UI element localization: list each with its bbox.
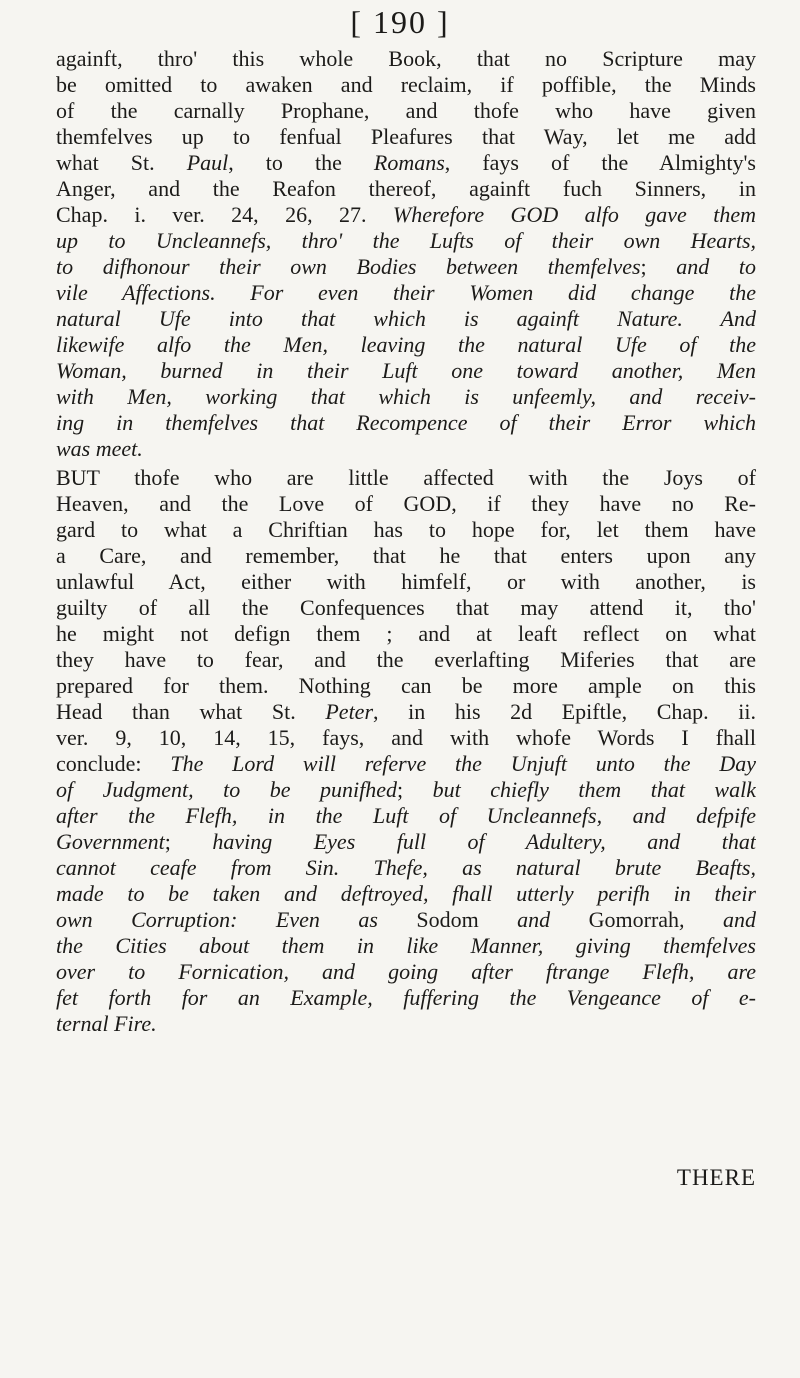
text-line [56, 673, 756, 699]
text-line [56, 647, 756, 673]
text-line [56, 543, 756, 569]
italic-text: Government [56, 829, 165, 854]
roman-text: gard to what a Chriftian has to hope for, let them have [56, 517, 756, 542]
page-number-header: [ 190 ] [350, 4, 450, 40]
paragraph-1 [56, 46, 756, 462]
text-line [56, 829, 756, 855]
roman-text: of the carnally Prophane, and thofe who have given [56, 98, 756, 123]
roman-text: Sodom [416, 907, 479, 932]
italic-text: Peter [325, 699, 374, 724]
text-line [56, 855, 756, 881]
italic-text: Paul [186, 150, 229, 175]
text-line [56, 517, 756, 543]
text-line [56, 569, 756, 595]
italic-text: and [478, 907, 589, 932]
text-line [56, 332, 756, 358]
roman-text: Chap. i. ver. 24, 26, 27. [56, 202, 393, 227]
italic-text: cannot ceafe from Sin. Thefe, as natural brute Beafts, [56, 855, 756, 880]
text-line [56, 803, 756, 829]
roman-text: ; [640, 254, 677, 279]
text-line [56, 306, 756, 332]
italic-text: Wherefore GOD alfo gave them [392, 202, 756, 227]
italic-text: with Men, working that which is unfeemly, and receiv- [56, 384, 756, 409]
roman-text: be omitted to awaken and reclaim, if poffible, the Minds [56, 72, 756, 97]
text-line [56, 933, 756, 959]
italic-text: vile Affections. For even their Women did change the [56, 280, 756, 305]
text-line [56, 1011, 756, 1037]
text-line [56, 98, 756, 124]
italic-text: ternal Fire. [56, 1011, 157, 1036]
text-line [56, 491, 756, 517]
text-line [56, 124, 756, 150]
text-line [56, 150, 756, 176]
italic-text: likewife alfo the Men, leaving the natural Ufe of the [56, 332, 756, 357]
text-line [56, 621, 756, 647]
text-line [56, 254, 756, 280]
roman-text: Gomorrah [588, 907, 680, 932]
roman-text: ; [397, 777, 433, 802]
text-line [56, 881, 756, 907]
roman-text: he might not defign them ; and at leaft reflect on what [56, 621, 756, 646]
roman-text: guilty of all the Confequences that may attend it, tho' [56, 595, 756, 620]
text-line [56, 777, 756, 803]
text-line [56, 985, 756, 1011]
italic-text: of Judgment, to be punifhed [56, 777, 398, 802]
italic-text: The Lord will referve the Unjuft unto the Day [170, 751, 756, 776]
italic-text: made to be taken and deftroyed, fhall utterly perifh in their [56, 881, 756, 906]
roman-text: , in his 2d Epiftle, Chap. ii. [373, 699, 756, 724]
italic-text: after the Flefh, in the Luft of Uncleannefs, and defpife [56, 803, 756, 828]
italic-text: was meet. [56, 436, 143, 461]
italic-text: own Corruption: Even as [56, 907, 417, 932]
roman-text: , to the [228, 150, 374, 175]
roman-text: they have to fear, and the everlafting Miferies that are [56, 647, 756, 672]
text-line [56, 176, 756, 202]
paragraph-2 [56, 465, 756, 1037]
roman-text: ; [164, 829, 213, 854]
italic-text: Romans [373, 150, 445, 175]
roman-text: themfelves up to fenfual Pleafures that Way, let me add [56, 124, 756, 149]
roman-text: Anger, and the Reafon thereof, againft fuch Sinners, in [56, 176, 756, 201]
text-line [56, 699, 756, 725]
roman-text: , fays of the Almighty's [444, 150, 756, 175]
text-line [56, 410, 756, 436]
italic-text: over to Fornication, and going after ftrange Flefh, are [56, 959, 756, 984]
text-line [56, 46, 756, 72]
roman-text: Heaven, and the Love of GOD, if they have no Re- [56, 491, 756, 516]
roman-text: againft, thro' this whole Book, that no Scripture may [56, 46, 756, 71]
text-line [56, 280, 756, 306]
text-line [56, 384, 756, 410]
text-line [56, 595, 756, 621]
italic-text: and to [676, 254, 756, 279]
text-line [56, 465, 756, 491]
italic-text: having Eyes full of Adultery, and that [212, 829, 756, 854]
italic-text: to difhonour their own Bodies between themfelves [56, 254, 641, 279]
roman-text: prepared for them. Nothing can be more ample on this [56, 673, 756, 698]
text-line [56, 358, 756, 384]
roman-text: ver. 9, 10, 14, 15, fays, and with whofe Words I fhall [56, 725, 756, 750]
text-line [56, 72, 756, 98]
italic-text: natural Ufe into that which is againft Nature. And [56, 306, 756, 331]
italic-text: fet forth for an Example, fuffering the Vengeance of e- [56, 985, 756, 1010]
text-line [56, 436, 756, 462]
italic-text: the Cities about them in like Manner, giving themfelves [56, 933, 756, 958]
text-line [56, 959, 756, 985]
italic-text: ing in themfelves that Recompence of their Error which [56, 410, 756, 435]
roman-text: conclude: [56, 751, 171, 776]
italic-text: , and [679, 907, 756, 932]
italic-text: but chiefly them that walk [432, 777, 756, 802]
text-line [56, 907, 756, 933]
text-line [56, 725, 756, 751]
text-line [56, 202, 756, 228]
roman-text: a Care, and remember, that he that enters upon any [56, 543, 756, 568]
text-line [56, 751, 756, 777]
text-line [56, 228, 756, 254]
roman-text: what St. [56, 150, 187, 175]
italic-text: up to Uncleannefs, thro' the Lufts of their own Hearts, [56, 228, 756, 253]
catchword: THERE [676, 1165, 756, 1190]
roman-text: Head than what St. [56, 699, 326, 724]
italic-text: Woman, burned in their Luft one toward another, Men [56, 358, 756, 383]
roman-text: BUT thofe who are little affected with the Joys of [56, 465, 756, 490]
roman-text: unlawful Act, either with himfelf, or with another, is [56, 569, 756, 594]
